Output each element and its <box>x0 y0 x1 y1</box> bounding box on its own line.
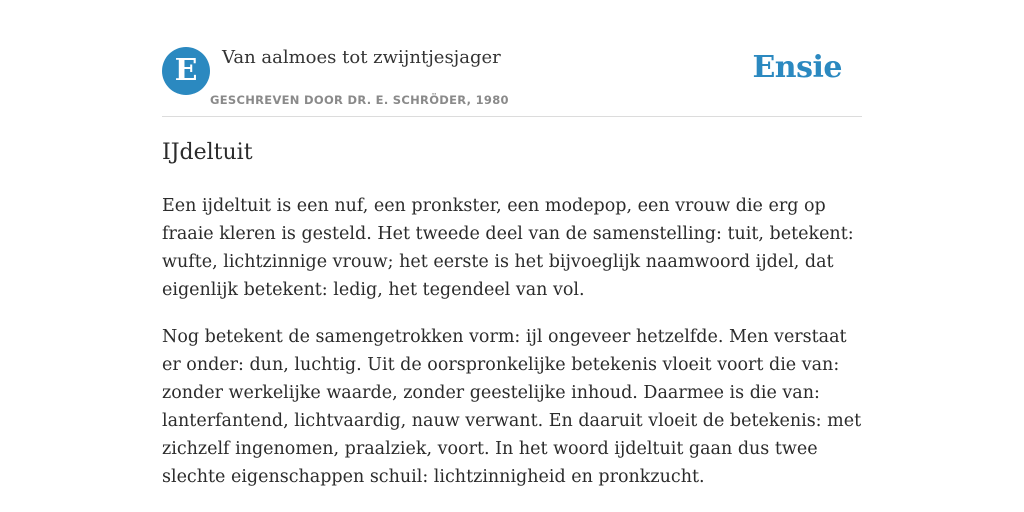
page-header <box>162 44 862 117</box>
author-byline: GESCHREVEN DOOR DR. E. SCHRÖDER, 1980 <box>210 93 509 107</box>
brand-logo[interactable]: Ensie <box>752 50 842 85</box>
book-title[interactable]: Van aalmoes tot zwijntjesjager <box>222 47 501 68</box>
entry-paragraph: Nog betekent de samengetrokken vorm: ijl ongeveer hetzelfde. Men verstaat er onder: dun, luchtig. Uit de oorspronkelijke betekenis vloeit voort die van: zonder werkelijke waarde, zonder geestelijke inhoud. Daarmee is die van: lanterfantend, lichtvaardig, nauw verwant. En daaruit vloeit de betekenis: met zichzelf ingenomen, praalziek, voort. In het woord ijdeltuit gaan dus twee slechte eigenschappen schuil: lichtzinnigheid en pronkzucht. <box>162 327 862 487</box>
entry-title: IJdeltuit <box>162 140 253 165</box>
entry-paragraph: Een ijdeltuit is een nuf, een pronkster, een modepop, een vrouw die erg op fraaie kleren is gesteld. Het tweede deel van de samenstelling: tuit, betekent: wufte, lichtzinnige vrouw; het eerste is het bijvoeglijk naamwoord ijdel, dat eigenlijk betekent: ledig, het tegendeel van vol. <box>162 196 854 300</box>
ensie-logo-icon[interactable]: E <box>162 47 210 95</box>
